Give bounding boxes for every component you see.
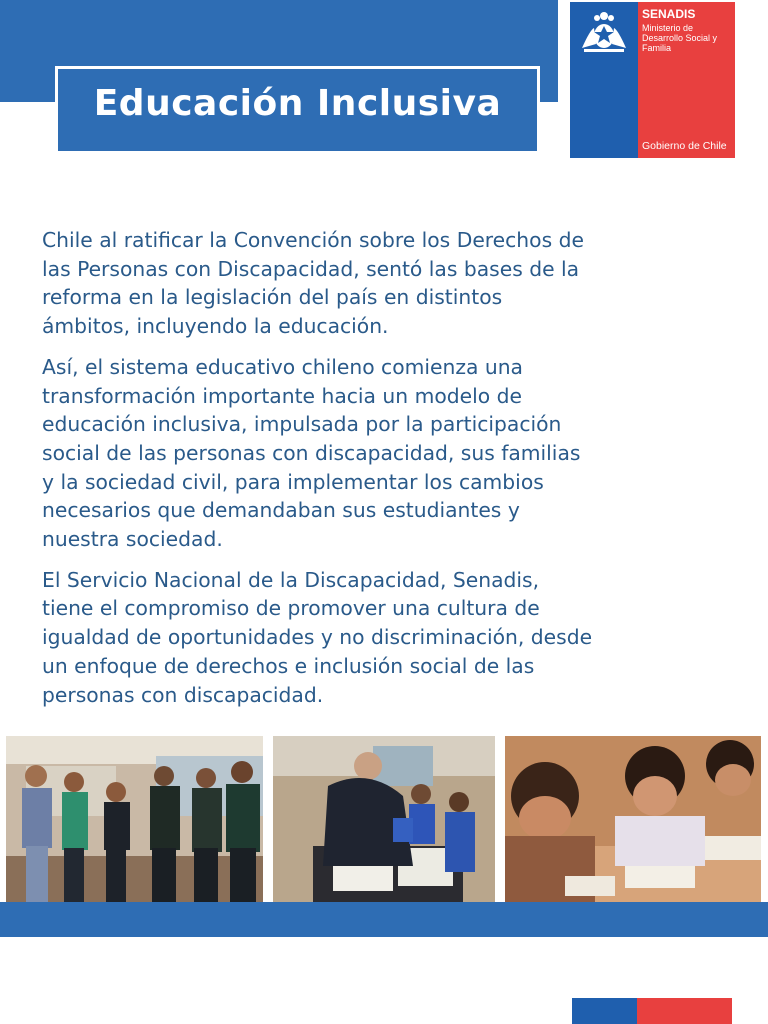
body-text (42, 226, 642, 721)
senadis-logo (570, 2, 735, 158)
logo-name: SENADIS (642, 7, 696, 21)
photo-students-writing (505, 736, 761, 902)
photo-teacher-students-table (273, 736, 495, 902)
page-title: Educación Inclusiva (93, 82, 502, 124)
chile-coat-of-arms-icon (576, 8, 632, 54)
footer-flag (572, 998, 732, 1024)
footer-flag-red (637, 998, 732, 1024)
footer-flag-blue (572, 998, 637, 1024)
logo-ministry: Ministerio de Desarrollo Social y Familia (642, 23, 718, 53)
paragraph-1: Chile al ratificar la Convención sobre los Derechos de las Personas con Discapacidad, sentó las bases de la reforma en la legislación del país en distintos ámbitos, incluyendo la educación. (42, 228, 584, 339)
footer-band (0, 902, 768, 937)
title-box (55, 66, 540, 154)
paragraph-2: Así, el sistema educativo chileno comienza una transformación importante hacia un modelo de educación inclusiva, impulsada por la participación social de las personas con discapacidad, sus familias y la sociedad civil, para implementar los cambios necesarios que demandaban sus estudiantes y nuestra sociedad. (42, 354, 581, 552)
logo-red-panel (638, 2, 735, 158)
paragraph-3: El Servicio Nacional de la Discapacidad, Senadis, tiene el compromiso de promover una cultura de igualdad de oportunidades y no discriminación, desde un enfoque de derechos e inclusión social de las personas con discapacidad. (42, 567, 593, 707)
logo-blue-panel (570, 2, 638, 158)
logo-government: Gobierno de Chile (642, 140, 727, 152)
photo-classroom-students (6, 736, 263, 902)
